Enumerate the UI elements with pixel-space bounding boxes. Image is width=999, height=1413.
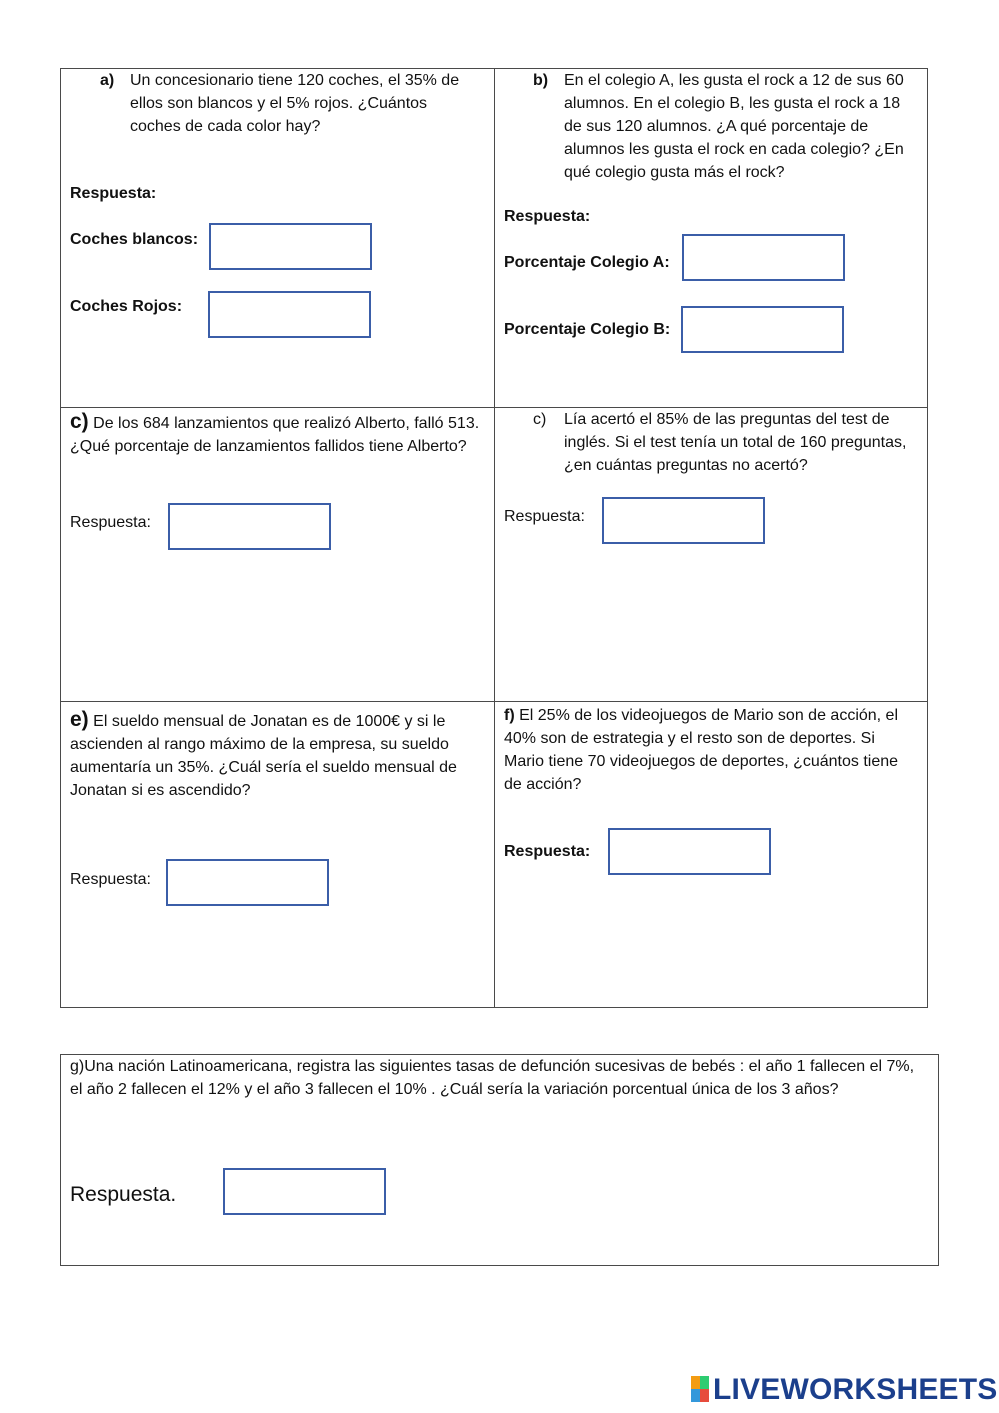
question-a: Un concesionario tiene 120 coches, el 35% de ellos son blancos y el 5% rojos. ¿Cuántos coches de cada color hay?	[130, 72, 460, 135]
question-g: g)Una nación Latinoamericana, registra las siguientes tasas de defunción sucesivas de bebés : el año 1 fallecen el 7%, el año 2 fallecen el 12% y el año 3 fallecen el 10% . ¿Cuál sería la variación porcentual única de los 3 años?	[70, 1058, 915, 1098]
label-a: a)	[100, 72, 115, 89]
question-d: Lía acertó el 85% de las preguntas del test de inglés. Si el test tenía un total de 160 preguntas, ¿en cuántas preguntas no acertó?	[564, 411, 907, 474]
question-c	[70, 410, 480, 458]
porcentaje-colegio-b-label: Porcentaje Colegio B:	[504, 321, 671, 338]
question-c-text: De los 684 lanzamientos que realizó Alberto, falló 513. ¿Qué porcentaje de lanzamientos fallidos tiene Alberto?	[70, 415, 480, 455]
answer-label-e: Respuesta:	[70, 871, 151, 888]
question-e	[70, 708, 482, 802]
coches-blancos-input[interactable]	[209, 223, 372, 270]
answer-input-c[interactable]	[168, 503, 331, 550]
answer-input-d[interactable]	[602, 497, 765, 544]
label-f: f)	[504, 707, 515, 724]
question-e-text: El sueldo mensual de Jonatan es de 1000€ y si le ascienden al rango máximo de la empresa, su sueldo aumentaría un 35%. ¿Cuál sería el sueldo mensual de Jonatan si es ascendido?	[70, 713, 457, 799]
answer-label-d: Respuesta:	[504, 508, 585, 525]
coches-rojos-input[interactable]	[208, 291, 371, 338]
question-f-text: El 25% de los videojuegos de Mario son de acción, el 40% son de estrategia y el resto son de deportes. Si Mario tiene 70 videojuegos de deportes, ¿cuántos tiene de acción?	[504, 707, 899, 793]
porcentaje-colegio-b-input[interactable]	[681, 306, 844, 353]
question-f	[504, 704, 919, 796]
answer-label-g: Respuesta.	[70, 1183, 177, 1206]
answer-label-b: Respuesta:	[504, 208, 591, 225]
answer-input-g[interactable]	[223, 1168, 386, 1215]
label-d: c)	[533, 411, 547, 428]
row-divider-2	[61, 701, 927, 702]
column-divider	[494, 69, 495, 1007]
label-c: c)	[70, 410, 89, 433]
coches-rojos-label: Coches Rojos:	[70, 298, 183, 315]
porcentaje-colegio-a-label: Porcentaje Colegio A:	[504, 254, 670, 271]
question-b: En el colegio A, les gusta el rock a 12 de sus 60 alumnos. En el colegio B, les gusta el rock a 18 de sus 120 alumnos. ¿A qué porcentaje de alumnos les gusta el rock en cada colegio? ¿En qué colegio gusta más el rock?	[564, 72, 904, 181]
liveworksheets-logo-text: LIVEWORKSHEETS	[713, 1372, 998, 1406]
label-b: b)	[533, 72, 549, 89]
answer-label-c: Respuesta:	[70, 514, 151, 531]
label-e: e)	[70, 708, 89, 731]
coches-blancos-label: Coches blancos:	[70, 231, 199, 248]
answer-label-f: Respuesta:	[504, 843, 591, 860]
porcentaje-colegio-a-input[interactable]	[682, 234, 845, 281]
answer-input-e[interactable]	[166, 859, 329, 906]
answer-input-f[interactable]	[608, 828, 771, 875]
liveworksheets-logo	[691, 1372, 998, 1406]
liveworksheets-logo-icon	[691, 1376, 709, 1402]
answer-label-a: Respuesta:	[70, 185, 157, 202]
